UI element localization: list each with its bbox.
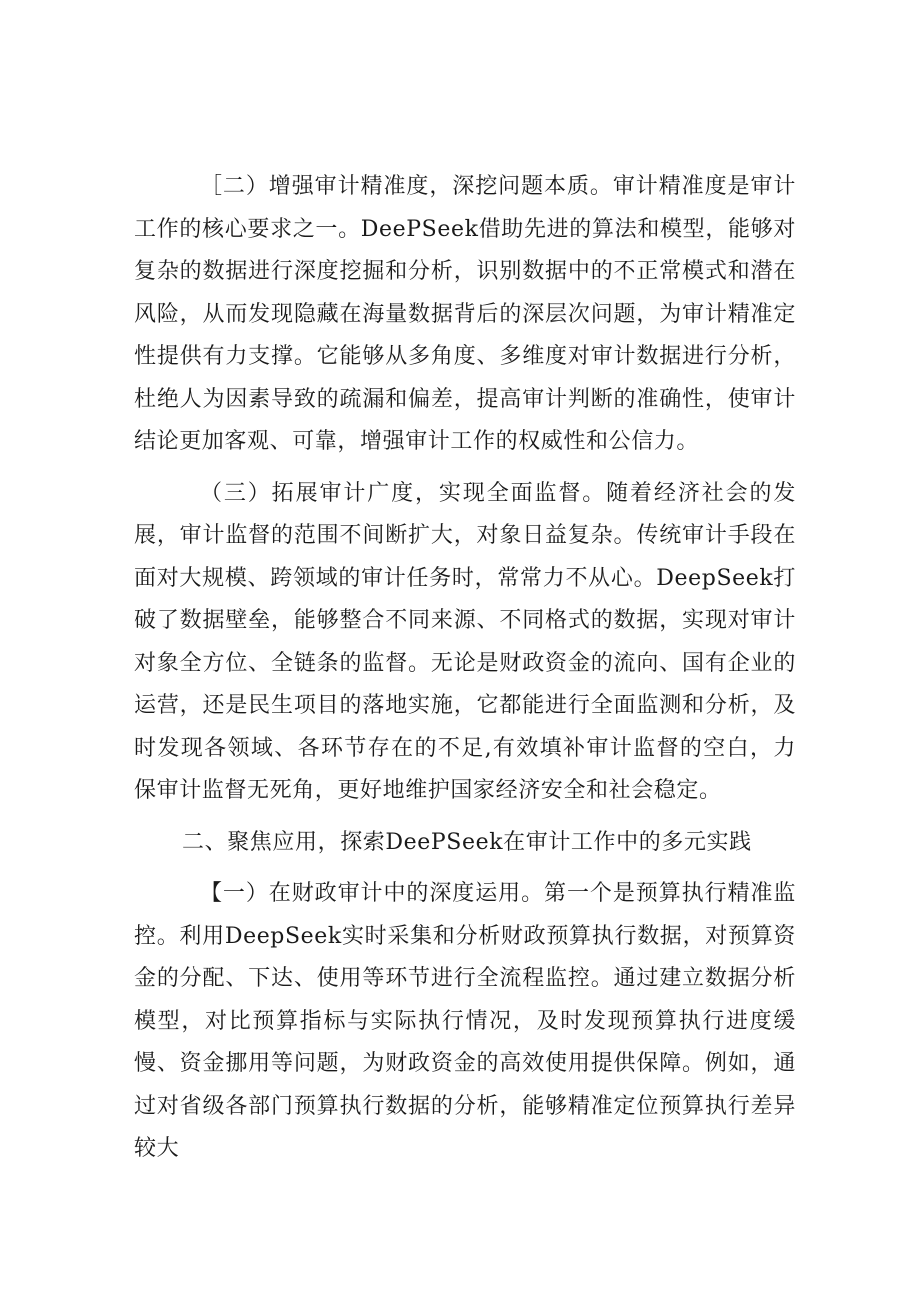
section-heading-applications: 二、聚焦应用，探索DeePSeek在审计工作中的多元实践: [182, 829, 752, 855]
paragraph-fiscal-audit: 【一）在财政审计中的深度运用。第一个是预算执行精准监控。利用DeepSeek实时采集和分析财政预算执行数据，对预算资金的分配、下达、使用等环节进行全流程监控。通过建立数据分析模型，对比预算指标与实际执行情况，及时发现预算执行进度缓慢、资金挪用等问题，为财政资金的高效使用提供保障。例如，通过对省级各部门预算执行数据的分析，能够精准定位预算执行差异较大: [134, 881, 796, 1161]
paragraph-expand-breadth: （三）拓展审计广度，实现全面监督。随着经济社会的发展，审计监督的范围不间断扩大，对象日益复杂。传统审计手段在面对大规模、跨领域的审计任务时，常常力不从心。DeepSeek打破了数据壁垒，能够整合不同来源、不同格式的数据，实现对审计对象全方位、全链条的监督。无论是财政资金的流向、国有企业的运营，还是民生项目的落地实施，它都能进行全面监测和分析，及时发现各领域、各环节存在的不足,有效填补审计监督的空白，力保审计监督无死角，更好地维护国家经济安全和社会稳定。: [134, 480, 796, 803]
paragraph-enhance-precision: ［二）增强审计精准度，深挖问题本质。审计精准度是审计工作的核心要求之一。DeePSeek借助先进的算法和模型，能够对复杂的数据进行深度挖掘和分析，识别数据中的不正常模式和潜在风险，从而发现隐藏在海量数据背后的深层次问题，为审计精准定性提供有力支撑。它能够从多角度、多维度对审计数据进行分析，杜绝人为因素导致的疏漏和偏差，提高审计判断的准确性，使审计结论更加客观、可靠，增强审计工作的权威性和公信力。: [134, 174, 796, 454]
document-body: [134, 166, 796, 1171]
